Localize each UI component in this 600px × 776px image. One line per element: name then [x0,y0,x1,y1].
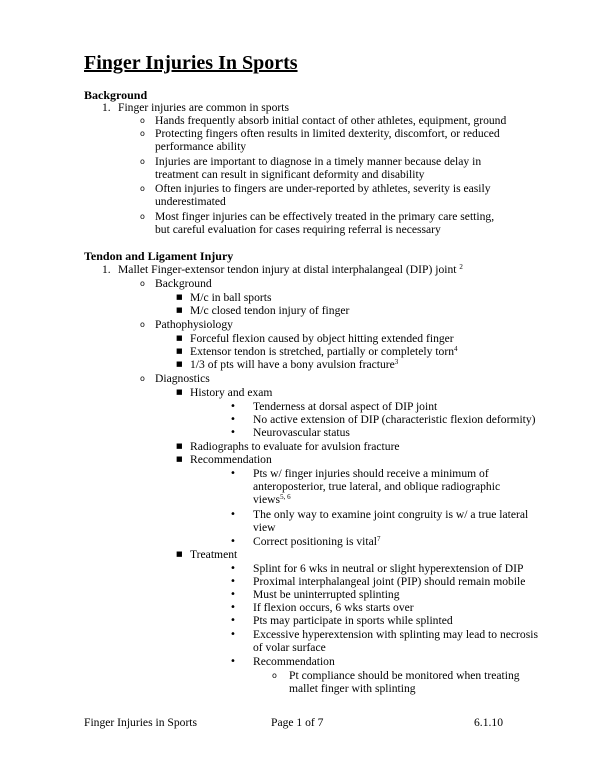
list-number: 1. [102,101,111,114]
square-bullet-icon: ■ [176,334,183,342]
list-item: Mallet Finger-extensor tendon injury at distal interphalangeal (DIP) joint $^2$ [118,263,463,276]
open-bullet-icon: o [140,116,145,125]
open-bullet-icon: o [140,279,145,288]
list-item: The only way to examine joint congruity is w/ a true lateral [253,508,529,521]
dot-bullet-icon: • [230,602,236,613]
list-item-cont: anteroposterior, true lateral, and oblique radiographic [253,480,501,493]
footer-date: 6.1.10 [474,716,503,729]
list-item: Tenderness at dorsal aspect of DIP joint [253,400,438,413]
dot-bullet-icon: • [230,536,236,547]
list-item: Correct positioning is vital$^7$ [253,535,381,548]
square-bullet-icon: ■ [176,455,183,463]
list-item: Proximal interphalangeal joint (PIP) should remain mobile [253,575,526,588]
square-bullet-icon: ■ [176,388,183,396]
list-item-cont: of volar surface [253,641,326,654]
list-item: Radiographs to evaluate for avulsion fracture [190,440,400,453]
list-item: Recommendation [253,655,335,668]
footer-page-number: Page 1 of 7 [271,716,324,729]
list-item: Pts w/ finger injuries should receive a minimum of [253,467,489,480]
list-item: Protecting fingers often results in limited dexterity, discomfort, or reduced [155,127,500,140]
dot-bullet-icon: • [230,589,236,600]
list-item: Injuries are important to diagnose in a timely manner because delay in [155,155,482,168]
list-item-cont: views$^{5, 6}$ [253,493,291,506]
dot-bullet-icon: • [230,468,236,479]
list-item: M/c closed tendon injury of finger [190,304,350,317]
list-item: Often injuries to fingers are under-reported by athletes, severity is easily [155,182,491,195]
open-bullet-icon: o [140,320,145,329]
list-item: M/c in ball sports [190,291,272,304]
reference-superscript: 7 [376,535,381,543]
open-bullet-icon: o [272,671,277,680]
list-item: History and exam [190,386,273,399]
list-item: No active extension of DIP (characteristic flexion deformity) [253,413,536,426]
list-item: Forceful flexion caused by object hitting extended finger [190,332,454,345]
list-item: Excessive hyperextension with splinting may lead to necrosis [253,628,538,641]
list-item-cont: but careful evaluation for cases requiring referral is necessary [155,223,441,236]
list-number: 1. [102,263,111,276]
dot-bullet-icon: • [230,656,236,667]
square-bullet-icon: ■ [176,347,183,355]
reference-superscript: 4 [454,345,458,353]
list-item: Treatment [190,548,238,561]
list-item: 1/3 of pts will have a bony avulsion fracture$^3$ [190,358,399,371]
reference-superscript: 2 [459,263,463,271]
list-item: If flexion occurs, 6 wks starts over [253,601,414,614]
list-item: Extensor tendon is stretched, partially or completely torn$^4$ [190,345,458,358]
dot-bullet-icon: • [230,401,236,412]
open-bullet-icon: o [140,129,145,138]
list-item: Most finger injuries can be effectively treated in the primary care setting, [155,210,495,223]
dot-bullet-icon: • [230,629,236,640]
list-item: Neurovascular status [253,426,350,439]
open-bullet-icon: o [140,374,145,383]
square-bullet-icon: ■ [176,306,183,314]
list-item: Background [155,277,212,290]
list-item: Hands frequently absorb initial contact of other athletes, equipment, ground [155,114,507,127]
square-bullet-icon: ■ [176,550,183,558]
dot-bullet-icon: • [230,615,236,626]
list-item-cont: performance ability [155,140,247,153]
square-bullet-icon: ■ [176,442,183,450]
open-bullet-icon: o [140,157,145,166]
reference-superscript: 3 [394,358,399,366]
list-item: Splint for 6 wks in neutral or slight hyperextension of DIP [253,562,524,575]
open-bullet-icon: o [140,212,145,221]
reference-superscript: 5, 6 [280,493,291,501]
list-item: Pt compliance should be monitored when treating [289,669,520,682]
open-bullet-icon: o [140,184,145,193]
list-item: Finger injuries are common in sports [118,101,289,114]
dot-bullet-icon: • [230,576,236,587]
list-item: Diagnostics [155,372,210,385]
list-item: Pts may participate in sports while splinted [253,614,453,627]
list-item: Pathophysiology [155,318,233,331]
footer-left: Finger Injuries in Sports [84,716,198,729]
dot-bullet-icon: • [230,414,236,425]
list-item: Must be uninterrupted splinting [253,588,400,601]
list-item: Recommendation [190,453,272,466]
dot-bullet-icon: • [230,509,236,520]
section-heading-tendon: Tendon and Ligament Injury [84,249,234,263]
dot-bullet-icon: • [230,427,236,438]
square-bullet-icon: ■ [176,293,183,301]
dot-bullet-icon: • [230,563,236,574]
list-item-cont: treatment can result in significant deformity and disability [155,168,425,181]
list-item-cont: view [253,521,276,534]
square-bullet-icon: ■ [176,360,183,368]
list-item-cont: underestimated [155,195,226,208]
section-heading-background: Background [84,88,148,102]
list-item-cont: mallet finger with splinting [289,682,416,695]
page-title: Finger Injuries In Sports [84,52,298,74]
